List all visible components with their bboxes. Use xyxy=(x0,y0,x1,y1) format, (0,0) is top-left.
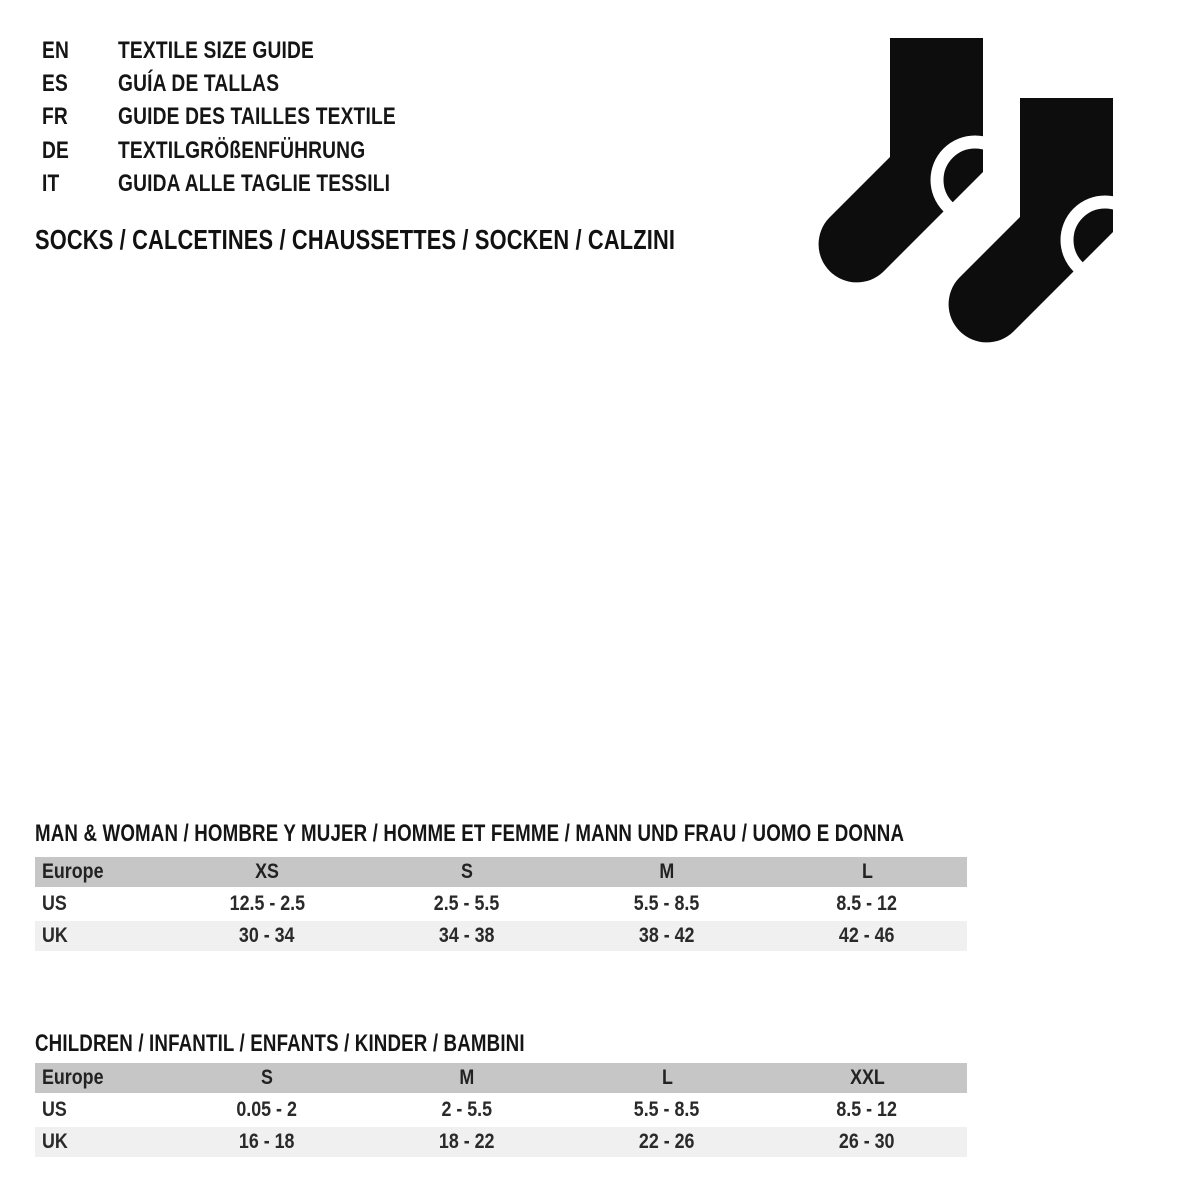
table-row-us xyxy=(35,889,967,919)
column-header: XXL xyxy=(849,1066,885,1089)
size-cell: 12.5 - 2.5 xyxy=(229,892,305,915)
guide-title: TEXTILE SIZE GUIDE xyxy=(118,36,314,64)
table-header-row xyxy=(35,1063,967,1093)
size-cell: 42 - 46 xyxy=(839,924,895,947)
size-table-children xyxy=(35,1063,967,1159)
column-header: S xyxy=(461,860,473,883)
table-title-children: CHILDREN / INFANTIL / ENFANTS / KINDER / BAMBINI xyxy=(35,1030,525,1057)
table-row-uk xyxy=(35,1127,967,1157)
size-cell: 5.5 - 8.5 xyxy=(634,892,700,915)
guide-title: GUIDE DES TAILLES TEXTILE xyxy=(118,103,396,131)
size-cell: 38 - 42 xyxy=(639,924,695,947)
column-header: M xyxy=(659,860,675,883)
column-header: M xyxy=(459,1066,475,1089)
guide-title: GUÍA DE TALLAS xyxy=(118,69,280,97)
size-cell: 34 - 38 xyxy=(439,924,495,947)
language-row xyxy=(42,101,396,134)
column-header: Europe xyxy=(42,860,104,883)
table-row-uk xyxy=(35,921,967,951)
row-label: UK xyxy=(42,924,68,947)
guide-title: GUIDA ALLE TAGLIE TESSILI xyxy=(118,169,391,197)
size-cell: 0.05 - 2 xyxy=(236,1098,298,1121)
column-header: S xyxy=(261,1066,273,1089)
size-cell: 8.5 - 12 xyxy=(836,1098,898,1121)
sock-left xyxy=(819,38,1013,282)
language-row xyxy=(42,67,396,100)
table-header-row xyxy=(35,857,967,887)
socks-icon xyxy=(818,38,1158,348)
column-header: Europe xyxy=(42,1066,104,1089)
table-title-adults: MAN & WOMAN / HOMBRE Y MUJER / HOMME ET FEMME / MANN UND FRAU / UOMO E DONNA xyxy=(35,820,905,847)
language-list xyxy=(42,34,396,200)
category-title: SOCKS / CALCETINES / CHAUSSETTES / SOCKEN / CALZINI xyxy=(35,224,676,255)
size-cell: 5.5 - 8.5 xyxy=(634,1098,700,1121)
language-code: EN xyxy=(42,36,69,64)
column-header: L xyxy=(861,860,873,883)
language-row xyxy=(42,34,396,67)
size-cell: 2.5 - 5.5 xyxy=(434,892,500,915)
language-row xyxy=(42,134,396,167)
row-label: UK xyxy=(42,1130,68,1153)
column-header: XS xyxy=(255,860,279,883)
column-header: L xyxy=(661,1066,673,1089)
language-code: IT xyxy=(42,169,60,197)
size-cell: 2 - 5.5 xyxy=(441,1098,493,1121)
size-cell: 8.5 - 12 xyxy=(836,892,898,915)
row-label: US xyxy=(42,892,67,915)
language-row xyxy=(42,167,396,200)
size-cell: 26 - 30 xyxy=(839,1130,895,1153)
size-table-adults xyxy=(35,857,967,953)
size-cell: 18 - 22 xyxy=(439,1130,495,1153)
size-cell: 16 - 18 xyxy=(239,1130,295,1153)
guide-title: TEXTILGRÖßENFÜHRUNG xyxy=(118,136,366,164)
language-code: ES xyxy=(42,69,68,97)
row-label: US xyxy=(42,1098,67,1121)
language-code: FR xyxy=(42,103,68,131)
size-cell: 22 - 26 xyxy=(639,1130,695,1153)
size-cell: 30 - 34 xyxy=(239,924,295,947)
table-row-us xyxy=(35,1095,967,1125)
language-code: DE xyxy=(42,136,69,164)
